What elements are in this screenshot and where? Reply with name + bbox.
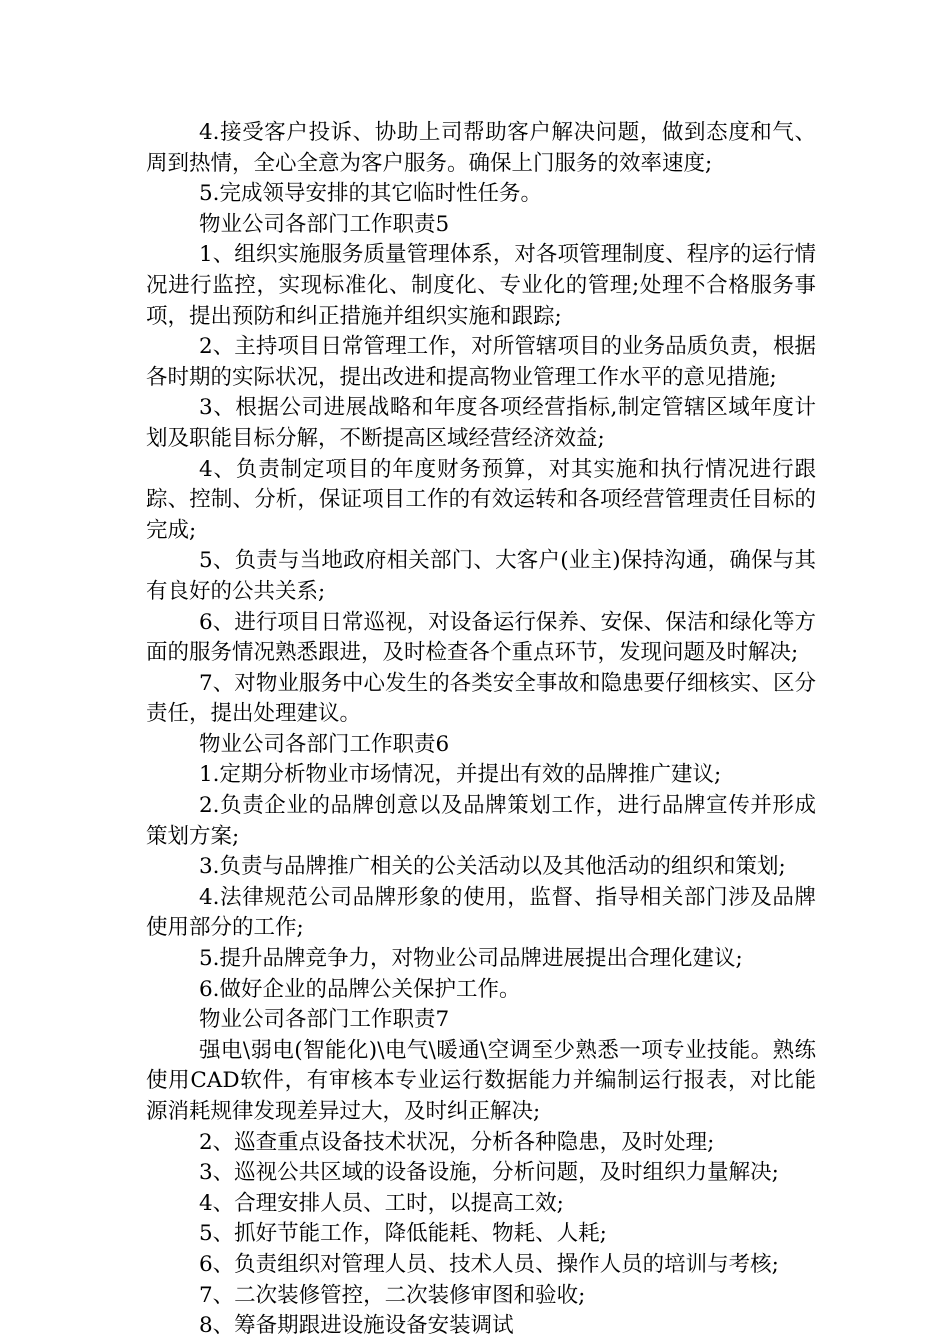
paragraph: 8、筹备期跟进设施设备安装调试 [199,1313,514,1339]
paragraph: 6、负责组织对管理人员、技术人员、操作人员的培训与考核; [199,1251,779,1277]
paragraph: 2、主持项目日常管理工作，对所管辖项目的业务品质负责，根据各时期的实际状况，提出改进和提高物业管理工作水平的意见措施; [146,334,816,390]
paragraph: 1、组织实施服务质量管理体系，对各项管理制度、程序的运行情况进行监控，实现标准化、制度化、专业化的管理;处理不合格服务事项，提出预防和纠正措施并组织实施和跟踪; [146,242,816,329]
section-heading: 物业公司各部门工作职责6 [199,731,450,757]
paragraph: 6、进行项目日常巡视，对设备运行保养、安保、保洁和绿化等方面的服务情况熟悉跟进，及时检查各个重点环节，发现问题及时解决; [146,609,816,666]
document-page [146,118,816,1342]
paragraph: 4.接受客户投诉、协助上司帮助客户解决问题，做到态度和气、周到热情，全心全意为客户服务。确保上门服务的效率速度; [146,120,816,176]
paragraph: 7、对物业服务中心发生的各类安全事故和隐患要仔细核实、区分责任，提出处理建议。 [146,670,816,727]
paragraph: 5、负责与当地政府相关部门、大客户(业主)保持沟通，确保与其有良好的公共关系; [146,548,816,604]
paragraph: 2、巡查重点设备技术状况，分析各种隐患，及时处理; [199,1129,715,1155]
paragraph: 5、抓好节能工作，降低能耗、物耗、人耗; [199,1221,607,1247]
paragraph: 5.提升品牌竞争力，对物业公司品牌进展提出合理化建议; [199,946,743,972]
paragraph: 强电\弱电(智能化)\电气\暖通\空调至少熟悉一项专业技能。熟练使用CAD软件，有审核本专业运行数据能力并编制运行报表，对比能源消耗规律发现差异过大，及时纠正解决; [146,1037,816,1124]
paragraph: 7、二次装修管控，二次装修审图和验收; [199,1282,586,1308]
paragraph: 6.做好企业的品牌公关保护工作。 [199,976,521,1002]
paragraph: 4.法律规范公司品牌形象的使用，监督、指导相关部门涉及品牌使用部分的工作; [146,884,816,941]
paragraph: 4、合理安排人员、工时，以提高工效; [199,1190,564,1216]
section-heading: 物业公司各部门工作职责7 [199,1007,450,1033]
section-heading: 物业公司各部门工作职责5 [199,211,450,237]
paragraph: 5.完成领导安排的其它临时性任务。 [199,181,543,207]
paragraph: 3、根据公司进展战略和年度各项经营指标,制定管辖区域年度计划及职能目标分解，不断提高区域经营经济效益; [146,395,816,451]
paragraph: 3.负责与品牌推广相关的公关活动以及其他活动的组织和策划; [199,854,786,880]
paragraph: 3、巡视公共区域的设备设施，分析问题，及时组织力量解决; [199,1160,779,1186]
paragraph: 2.负责企业的品牌创意以及品牌策划工作，进行品牌宣传并形成策划方案; [146,793,816,849]
paragraph: 1.定期分析物业市场情况，并提出有效的品牌推广建议; [199,762,722,788]
paragraph: 4、负责制定项目的年度财务预算，对其实施和执行情况进行跟踪、控制、分析，保证项目工作的有效运转和各项经营管理责任目标的完成; [146,456,816,543]
